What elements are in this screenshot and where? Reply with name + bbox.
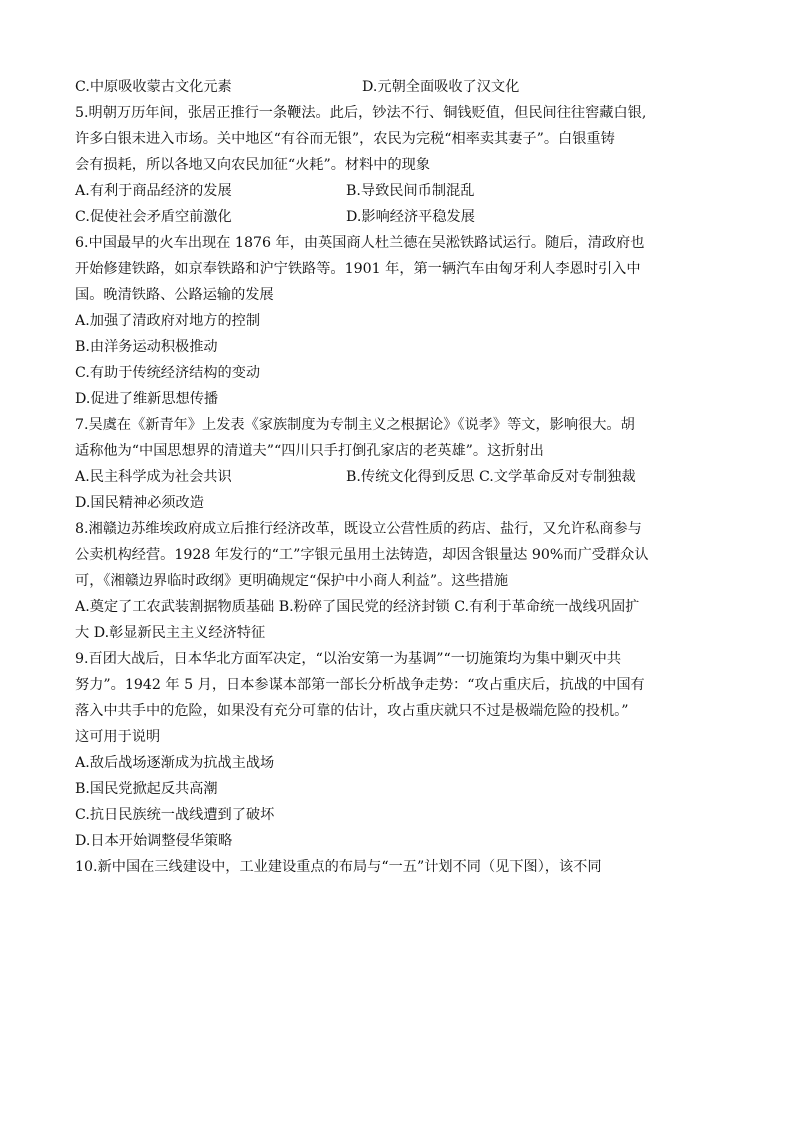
q4-option-d: D.元朝全面吸收了汉文化 (362, 79, 520, 95)
question-6 (75, 230, 725, 412)
q6-option-a: A.加强了清政府对地方的控制 (75, 313, 261, 329)
q5-options-cd (75, 204, 725, 230)
q5-option-c: C.促使社会矛盾空前激化 (75, 209, 232, 225)
q9-option-c: C.抗日民族统一战线遭到了破坏 (75, 807, 275, 823)
q8-stem-line: 可，《湘赣边界临时政纲》更明确规定“保护中小商人利益”。这些措施 (75, 573, 509, 589)
q8-stem-line: 公卖机构经营。1928 年发行的“工”字银元虽用土法铸造，却因含银量达 90%而广受群众认 (75, 547, 649, 563)
question-9 (75, 646, 725, 854)
q7-option-d: D.国民精神必须改造 (75, 495, 204, 511)
q6-stem-line: 国。晚清铁路、公路运输的发展 (75, 287, 274, 303)
q6-stem-line: 开始修建铁路，如京奉铁路和沪宁铁路等。1901 年，第一辆汽车由匈牙利人李恩时引入中 (75, 261, 641, 277)
q9-option-b: B.国民党掀起反共高潮 (75, 781, 218, 797)
q9-stem-line: 9.百团大战后，日本华北方面军决定，“以治安第一为基调”“一切施策均为集中剿灭中共 (75, 651, 622, 667)
q5-option-a: A.有利于商品经济的发展 (75, 183, 232, 199)
exam-page (75, 74, 725, 880)
q10-stem-line: 10.新中国在三线建设中，工业建设重点的布局与“一五”计划不同（见下图），该不同 (75, 859, 602, 875)
q9-stem-line: 努力”。1942 年 5 月，日本参谋本部第一部长分析战争走势：“攻占重庆后，抗战的中国有 (75, 677, 645, 693)
q7-stem-line: 7.吴虞在《新青年》上发表《家族制度为专制主义之根据论》《说孝》等文，影响很大。胡 (75, 417, 635, 433)
q5-options-ab (75, 178, 725, 204)
q5-option-b: B.导致民间币制混乱 (346, 183, 475, 199)
q4-option-c: C.中原吸收蒙古文化元素 (75, 79, 232, 95)
question-10 (75, 854, 725, 880)
q6-option-d: D.促进了维新思想传播 (75, 391, 219, 407)
q8-options-line: A.奠定了工农武装割据物质基础 B.粉碎了国民党的经济封锁 C.有利于革命统一战线巩固扩 (75, 599, 640, 615)
q6-option-b: B.由洋务运动积极推动 (75, 339, 218, 355)
q7-option-a: A.民主科学成为社会共识 (75, 469, 232, 485)
q9-stem-line: 这可用于说明 (75, 729, 161, 745)
q5-stem-line: 5.明朝万历年间，张居正推行一条鞭法。此后，钞法不行、铜钱贬值，但民间往往窖藏白银, (75, 105, 647, 121)
q7-stem-line: 适称他为“中国思想界的清道夫”“四川只手打倒孔家店的老英雄”。这折射出 (75, 443, 544, 459)
q9-option-a: A.敌后战场逐渐成为抗战主战场 (75, 755, 275, 771)
q5-stem-line: 许多白银未进入市场。关中地区“有谷而无银”，农民为完税“相率卖其妻子”。白银重铸 (75, 131, 615, 147)
q9-option-d: D.日本开始调整侵华策略 (75, 833, 233, 849)
q4-options-cd (75, 74, 725, 100)
q9-stem-line: 落入中共手中的危险，如果没有充分可靠的估计，攻占重庆就只不过是极端危险的投机。” (75, 703, 629, 719)
q6-option-c: C.有助于传统经济结构的变动 (75, 365, 261, 381)
question-8 (75, 516, 725, 646)
q5-option-d: D.影响经济平稳发展 (346, 209, 475, 225)
q5-stem-line: 会有损耗，所以各地又向农民加征“火耗”。材料中的现象 (75, 157, 431, 173)
question-7 (75, 412, 725, 516)
q8-options-line: 大 D.彰显新民主主义经济特征 (75, 625, 266, 641)
q8-stem-line: 8.湘赣边苏维埃政府成立后推行经济改革，既设立公营性质的药店、盐行，又允许私商参与 (75, 521, 642, 537)
question-5 (75, 100, 725, 230)
q7-options-abc (75, 464, 725, 490)
q7-option-bc: B.传统文化得到反思 C.文学革命反对专制独裁 (346, 469, 636, 485)
q6-stem-line: 6.中国最早的火车出现在 1876 年，由英国商人杜兰德在吴淞铁路试运行。随后，清政府也 (75, 235, 645, 251)
